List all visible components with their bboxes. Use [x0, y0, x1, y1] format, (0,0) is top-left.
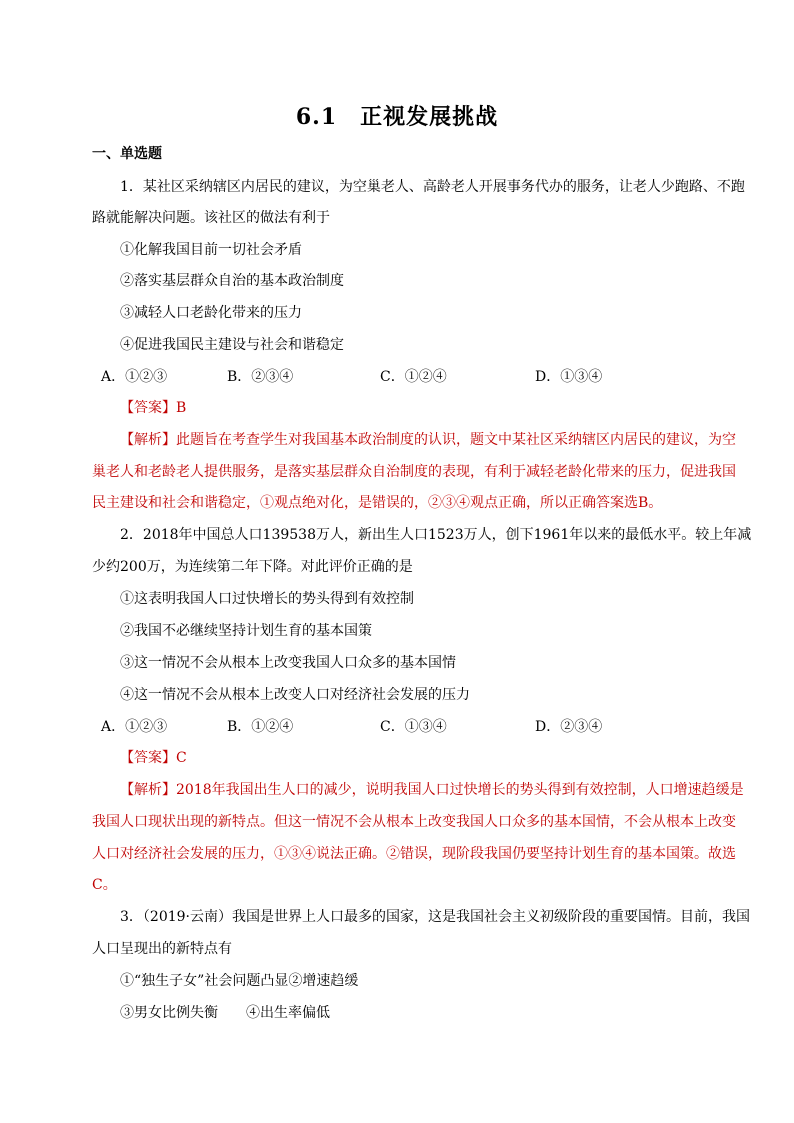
q1-item-3: ③减轻人口老龄化带来的压力: [120, 305, 302, 321]
q2-answer: [120, 747, 750, 769]
section-heading: 一、单选题: [92, 146, 162, 162]
q2-option-a: A．①②③: [101, 719, 168, 735]
q1-analysis-line-3: 民主建设和社会和谐稳定，①观点绝对化，是错误的，②③④观点正确，所以正确答案选B。: [92, 495, 663, 511]
q2-analysis-line-3: 人口对经济社会发展的压力，①③④说法正确。②错误，现阶段我国仍要坚持计划生育的基本国策。故选: [92, 846, 736, 862]
q2-answer-value: C: [176, 750, 187, 766]
q2-item-3: ③这一情况不会从根本上改变我国人口众多的基本国情: [120, 655, 456, 671]
q1-option-d: D．①③④: [535, 369, 603, 385]
q1-item-4: ④促进我国民主建设与社会和谐稳定: [120, 337, 344, 353]
q1-analysis-tag: 【解析】: [120, 432, 176, 448]
q3-stem-line-1: 3．（2019·云南）我国是世界上人口最多的国家，这是我国社会主义初级阶段的重要国情。目前，我国: [120, 909, 750, 925]
q2-stem-line-1: 2．2018年中国总人口139538万人，新出生人口1523万人，创下1961年以来的最低水平。较上年减: [120, 527, 752, 543]
q2-item-2: ②我国不必继续坚持计划生育的基本国策: [120, 623, 372, 639]
q2-option-c: C．①③④: [380, 719, 447, 735]
q2-item-1: ①这表明我国人口过快增长的势头得到有效控制: [120, 591, 414, 607]
q1-stem-line-2: 路就能解决问题。该社区的做法有利于: [92, 210, 330, 226]
q1-answer: [120, 397, 750, 419]
q1-option-c: C．①②④: [380, 369, 447, 385]
q3-item-2: ③男女比例失衡 ④出生率偏低: [120, 1005, 330, 1021]
q2-option-b: B．①②④: [227, 719, 294, 735]
q1-analysis-line-1: 【解析】此题旨在考查学生对我国基本政治制度的认识，题文中某社区采纳辖区内居民的建议，为空: [120, 432, 736, 448]
q2-option-d: D．②③④: [535, 719, 603, 735]
q2-analysis-line-2: 我国人口现状出现的新特点。但这一情况不会从根本上改变我国人口众多的基本国情，不会从根本上改变: [92, 814, 736, 830]
q1-item-1: ①化解我国目前一切社会矛盾: [120, 242, 302, 258]
q1-option-b: B．②③④: [227, 369, 294, 385]
page-title: 6.1 正视发展挑战: [295, 104, 499, 130]
q2-analysis-tag: 【解析】: [120, 782, 176, 798]
q3-stem-line-2: 人口呈现出的新特点有: [92, 941, 232, 957]
q1-answer-value: B: [176, 400, 187, 416]
q1-analysis-line-2: 巢老人和老龄老人提供服务，是落实基层群众自治制度的表现，有利于减轻老龄化带来的压力，促进我国: [92, 464, 736, 480]
q2-stem-line-2: 少约200万，为连续第二年下降。对此评价正确的是: [92, 559, 413, 575]
q1-stem-line-1: 1．某社区采纳辖区内居民的建议，为空巢老人、高龄老人开展事务代办的服务，让老人少跑路、不跑: [120, 179, 745, 195]
q1-answer-tag: 【答案】: [120, 400, 176, 416]
q3-item-1: ①“独生子女”社会问题凸显②增速趋缓: [120, 973, 359, 989]
q2-answer-tag: 【答案】: [120, 750, 176, 766]
q1-item-2: ②落实基层群众自治的基本政治制度: [120, 273, 344, 289]
q2-item-4: ④这一情况不会从根本上改变人口对经济社会发展的压力: [120, 687, 470, 703]
q2-analysis-line-1: 【解析】2018年我国出生人口的减少，说明我国人口过快增长的势头得到有效控制，人口增速趋缓是: [120, 782, 744, 798]
q2-analysis-line-4: C。: [92, 877, 117, 893]
q1-option-a: A．①②③: [101, 369, 168, 385]
